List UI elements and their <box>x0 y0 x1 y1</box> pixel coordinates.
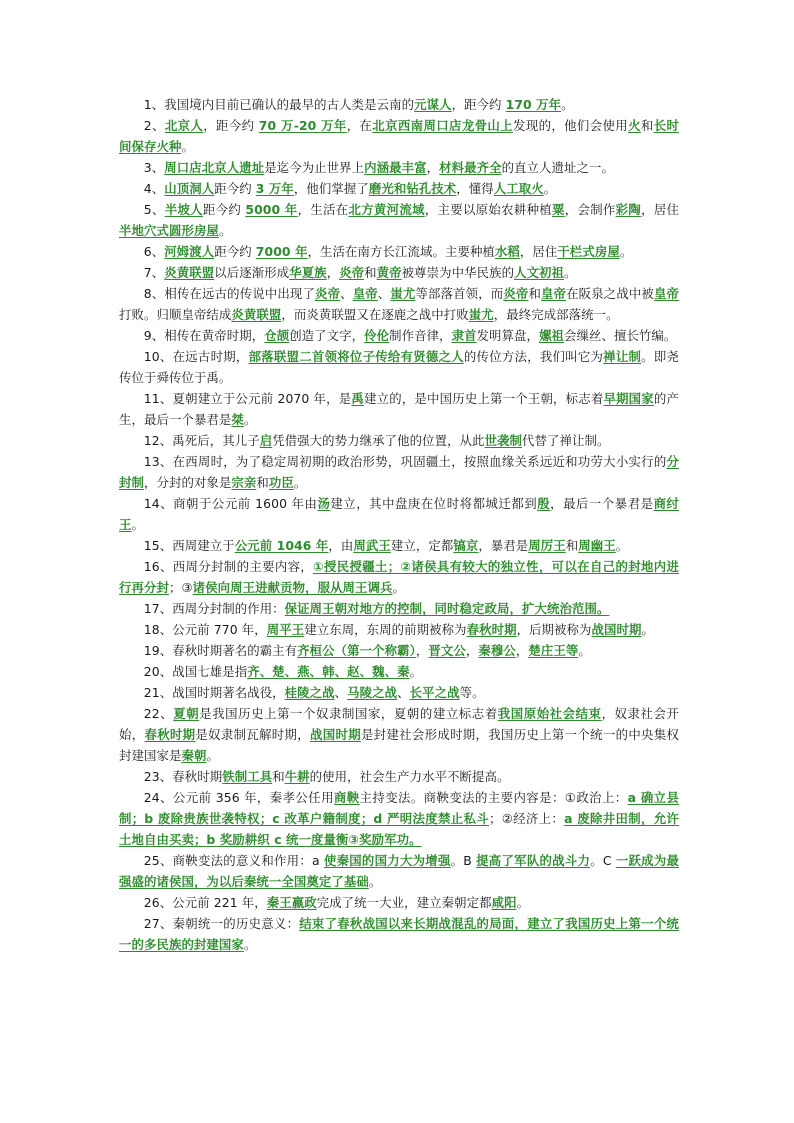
highlighted-term: 宗亲 <box>231 475 257 490</box>
highlighted-term: 北方黄河流域 <box>348 202 425 217</box>
highlighted-term: 蚩尤 <box>468 307 494 322</box>
highlighted-term: 商鞅 <box>333 790 360 805</box>
text-segment: 代替了禅让制。 <box>522 433 610 448</box>
highlighted-term: 商纣王 <box>119 496 679 532</box>
text-segment: 主持变法。商鞅变法的主要内容是：①政治上： <box>359 790 628 805</box>
highlighted-term: 马陵之战 <box>347 685 398 700</box>
text-segment: 创造了文字， <box>289 328 365 343</box>
list-item <box>119 535 679 556</box>
highlighted-term: 秦朝 <box>181 748 207 763</box>
highlighted-term: 5000 年 <box>245 202 298 217</box>
text-segment: 6、 <box>143 244 165 259</box>
highlighted-term: 炎帝 <box>315 286 341 301</box>
text-segment: 、 <box>377 286 391 301</box>
highlighted-term: 功臣 <box>268 475 294 490</box>
highlighted-term: 彩陶 <box>615 202 642 217</box>
highlighted-term: 周平王 <box>266 622 305 637</box>
text-segment: 21、战国时期著名战役， <box>143 685 285 700</box>
text-segment: ，主要以原始农耕种植 <box>424 202 553 217</box>
text-segment: 13、在西周时，为了稳定周初期的政治形势，巩固疆土，按照血缘关系远近和功劳大小实行的 <box>143 454 667 469</box>
text-segment: 。 <box>561 97 574 112</box>
highlighted-term: 保证周王朝对地方的控制，同时稳定政局，扩大统治范围。 <box>284 601 610 616</box>
highlighted-term: 镐京 <box>453 538 479 553</box>
text-segment: 。 <box>619 244 633 259</box>
highlighted-term: 齐、楚、燕、韩、赵、魏、秦 <box>247 664 410 679</box>
text-segment: ， <box>515 643 529 658</box>
text-segment: 发现的，他们会使用 <box>512 118 629 133</box>
text-segment: ，生活在 <box>297 202 349 217</box>
text-segment: 是奴隶制瓦解时期， <box>195 727 310 742</box>
text-segment: ，居住 <box>641 202 680 217</box>
text-segment: 距今约 <box>214 244 256 259</box>
text-segment: ，暴君是 <box>478 538 529 553</box>
highlighted-term: a 废除井田制，允许土地自由买卖；b 奖励耕织 c 统一度量衡③奖励军功。 <box>119 811 679 847</box>
text-segment: ， <box>415 643 429 658</box>
text-segment: ，分封的对象是 <box>143 475 232 490</box>
text-segment: 和 <box>528 286 541 301</box>
highlighted-term: 周武王 <box>353 538 391 553</box>
text-segment: 。 <box>409 664 423 679</box>
list-item <box>119 346 679 388</box>
highlighted-term: 皇帝 <box>653 286 680 301</box>
text-segment: 。 <box>641 622 654 637</box>
highlighted-term: 禅让制 <box>603 349 642 364</box>
text-segment: 17、西周分封制的作用： <box>143 601 285 616</box>
list-item <box>119 157 679 178</box>
text-segment: ，距今约 <box>451 97 506 112</box>
list-item <box>119 388 679 430</box>
highlighted-term: 3 万年 <box>255 181 294 196</box>
highlighted-term: 秦穆公 <box>478 643 516 658</box>
text-segment: ；②经济上： <box>488 811 565 826</box>
highlighted-term: 汤 <box>317 496 331 511</box>
text-segment: 、 <box>334 685 348 700</box>
highlighted-term: 70 万-20 万年 <box>258 118 347 133</box>
highlighted-term: 蚩尤 <box>390 286 416 301</box>
highlighted-term: ①授民授疆土；②诸侯具有较大的独立性，可以在自己的封地内进行再分封 <box>119 559 679 595</box>
highlighted-term: 半地穴式圆形房屋 <box>119 223 219 238</box>
text-segment: ， <box>465 643 479 658</box>
highlighted-term: 春秋时期 <box>144 727 196 742</box>
highlighted-term: 铁制工具 <box>222 769 273 784</box>
text-segment: 24、公元前 356 年，秦孝公任用 <box>143 790 334 805</box>
highlighted-term: 分封制 <box>119 454 679 490</box>
list-item <box>119 325 679 346</box>
list-item <box>119 913 679 955</box>
text-segment: 10、在远古时期， <box>143 349 249 364</box>
highlighted-term: 仓颉 <box>264 328 290 343</box>
highlighted-term: 世袭制 <box>484 433 523 448</box>
highlighted-term: 170 万年 <box>505 97 562 112</box>
highlighted-term: 水稻 <box>494 244 520 259</box>
highlighted-term: 内涵最丰富 <box>364 160 427 175</box>
text-segment: 7、 <box>143 265 165 280</box>
text-segment: 和 <box>256 475 269 490</box>
text-segment: 是我国历史上第一个奴隶制国家，夏朝的建立标志着 <box>199 706 498 721</box>
text-segment: 19、春秋时期著名的霸主有 <box>143 643 298 658</box>
text-segment: 。 <box>243 412 257 427</box>
list-item <box>119 766 679 787</box>
text-segment: 等。 <box>459 685 485 700</box>
text-segment: ，而炎黄联盟又在逐鹿之战中打败 <box>281 307 469 322</box>
highlighted-term: 楚庄王等 <box>528 643 579 658</box>
highlighted-term: 北京西南周口店龙骨山上 <box>372 118 513 133</box>
text-segment: 。 <box>131 517 144 532</box>
text-segment: 和 <box>364 265 377 280</box>
highlighted-term: 皇帝 <box>352 286 378 301</box>
text-segment: 建立，定都 <box>390 538 454 553</box>
list-item <box>119 262 679 283</box>
text-segment: ，距今约 <box>203 118 259 133</box>
text-segment: 23、春秋时期 <box>143 769 223 784</box>
list-item <box>119 682 679 703</box>
text-segment: 被尊崇为中华民族的 <box>401 265 515 280</box>
highlighted-term: 人工取火 <box>493 181 544 196</box>
text-segment: 的使用，社会生产力水平不断提高。 <box>309 769 510 784</box>
highlighted-term: 公元前 1046 年 <box>234 538 329 553</box>
text-segment: ，居住 <box>519 244 558 259</box>
highlighted-term: 秦王嬴政 <box>266 895 317 910</box>
highlighted-term: 炎帝 <box>503 286 529 301</box>
text-segment: 距今约 <box>202 202 246 217</box>
text-segment: 15、西周建立于 <box>143 538 235 553</box>
text-segment: 是迄今为止世界上 <box>264 160 365 175</box>
highlighted-term: 夏朝 <box>173 706 200 721</box>
text-segment: 完成了统一大业，建立秦朝定都 <box>316 895 492 910</box>
list-item <box>119 787 679 850</box>
highlighted-term: 部落联盟二首领将位子传给有贤德之人 <box>248 349 464 364</box>
text-segment: 、 <box>397 685 410 700</box>
highlighted-term: 材料最齐全 <box>439 160 502 175</box>
text-segment: 、 <box>340 286 353 301</box>
highlighted-term: 磨光和钻孔技术 <box>368 181 457 196</box>
text-segment: 20、战国七雄是指 <box>143 664 248 679</box>
list-item <box>119 493 679 535</box>
highlighted-term: 殷 <box>537 496 551 511</box>
text-segment: 发明算盘， <box>476 328 540 343</box>
highlighted-term: 元谋人 <box>414 97 452 112</box>
text-segment: 制作音律， <box>389 328 452 343</box>
text-segment: ，后期被称为 <box>516 622 592 637</box>
list-item <box>119 850 679 892</box>
highlighted-term: 人文初祖 <box>514 265 565 280</box>
text-segment: ，最终完成部落统一。 <box>493 307 619 322</box>
list-item <box>119 451 679 493</box>
text-segment: 1、我国境内目前已确认的最早的古人类是云南的 <box>143 97 415 112</box>
text-segment: 。 <box>543 181 557 196</box>
highlighted-term: 使秦国的国力大为增强 <box>323 853 451 868</box>
list-item <box>119 115 679 157</box>
highlighted-term: 山顶洞人 <box>164 181 215 196</box>
highlighted-term: 黄帝 <box>376 265 402 280</box>
document-body <box>119 94 679 955</box>
text-segment: 等部落首领，而 <box>415 286 504 301</box>
highlighted-term: 春秋时期 <box>466 622 517 637</box>
text-segment: 。C <box>590 853 616 868</box>
list-item <box>119 703 679 766</box>
text-segment: 25、商鞅变法的意义和作用：a <box>143 853 324 868</box>
text-segment: 5、 <box>143 202 165 217</box>
text-segment: 。B <box>450 853 477 868</box>
text-segment: 。即尧传位于舜传位于禹。 <box>119 349 679 385</box>
text-segment: ，他们掌握了 <box>293 181 369 196</box>
highlighted-term: 禹 <box>351 391 364 406</box>
list-item <box>119 619 679 640</box>
highlighted-term: 结束了春秋战国以来长期战混乱的局面，建立了我国历史上第一个统一的多民族的封建国家 <box>119 916 679 952</box>
text-segment: 。 <box>293 475 307 490</box>
highlighted-term: 隶首 <box>451 328 477 343</box>
highlighted-term: 嫘祖 <box>539 328 564 343</box>
list-item <box>119 892 679 913</box>
list-item <box>119 199 679 241</box>
text-segment: 26、公元前 221 年， <box>143 895 267 910</box>
highlighted-term: 牛耕 <box>284 769 310 784</box>
text-segment: 9、相传在黄帝时期， <box>143 328 265 343</box>
text-segment: 。 <box>392 580 406 595</box>
list-item <box>119 94 679 115</box>
highlighted-term: 皇帝 <box>541 286 567 301</box>
highlighted-term: 桀 <box>231 412 244 427</box>
list-item <box>119 640 679 661</box>
highlighted-term: 周口店北京人遗址 <box>164 160 265 175</box>
text-segment: 2、 <box>143 118 165 133</box>
text-segment: 。 <box>206 748 219 763</box>
text-segment: 建立东周，东周的前期被称为 <box>304 622 467 637</box>
text-segment: 。 <box>181 139 194 154</box>
highlighted-term: 炎黄联盟 <box>231 307 282 322</box>
text-segment: ；③ <box>168 580 193 595</box>
text-segment: 。 <box>615 538 629 553</box>
text-segment: 建立，其中盘庚在位时将都城迁都到 <box>330 496 538 511</box>
highlighted-term: a 确立县制；b 废除贵族世袭特权；c 改革户籍制度；d 严明法度禁止私斗 <box>119 790 679 826</box>
text-segment: ，由 <box>328 538 354 553</box>
highlighted-term: 干栏式房屋 <box>557 244 620 259</box>
highlighted-term: 提高了军队的战斗力 <box>476 853 591 868</box>
highlighted-term: 河姆渡人 <box>164 244 215 259</box>
highlighted-term: 炎帝 <box>339 265 365 280</box>
text-segment: 和 <box>272 769 285 784</box>
text-segment: 27、秦朝统一的历史意义： <box>143 916 300 931</box>
text-segment: 22、 <box>143 706 174 721</box>
highlighted-term: 齐桓公（第一个称霸） <box>297 643 416 658</box>
highlighted-term: 北京人 <box>164 118 204 133</box>
text-segment: 的直立人遗址之一。 <box>501 160 614 175</box>
highlighted-term: 晋文公 <box>428 643 466 658</box>
text-segment: 18、公元前 770 年， <box>143 622 267 637</box>
text-segment: 建立的，是中国历史上第一个王朝，标志着 <box>363 391 604 406</box>
highlighted-term: 桂陵之战 <box>284 685 335 700</box>
list-item <box>119 178 679 199</box>
text-segment: 。 <box>516 895 530 910</box>
highlighted-term: 长时间保存火种 <box>119 118 679 154</box>
list-item <box>119 556 679 598</box>
highlighted-term: 长平之战 <box>409 685 460 700</box>
highlighted-term: 炎黄联盟 <box>164 265 215 280</box>
text-segment: ，会制作 <box>564 202 616 217</box>
text-segment: 打败。归顺皇帝结成 <box>119 307 232 322</box>
text-segment: ， <box>426 160 440 175</box>
highlighted-term: 华夏族 <box>289 265 327 280</box>
highlighted-term: 粟 <box>552 202 565 217</box>
text-segment: 是封建社会形成时期，我国历史上第一个统一的中央集权封建国家是 <box>119 727 680 763</box>
highlighted-term: 周厉王 <box>528 538 566 553</box>
text-segment: 会缫丝、擅长竹编。 <box>564 328 677 343</box>
highlighted-term: 早期国家 <box>603 391 654 406</box>
text-segment: ， <box>326 265 340 280</box>
highlighted-term: 咸阳 <box>491 895 517 910</box>
highlighted-term: 诸侯向周王进献贡物，服从周王调兵 <box>192 580 393 595</box>
text-segment: 距今约 <box>214 181 256 196</box>
highlighted-term: 火 <box>628 118 641 133</box>
text-segment: 8、相传在远古的传说中出现了 <box>143 286 316 301</box>
text-segment: 。 <box>243 937 257 952</box>
text-segment: 14、商朝于公元前 1600 年由 <box>143 496 318 511</box>
list-item <box>119 598 679 619</box>
highlighted-term: 战国时期 <box>591 622 642 637</box>
text-segment: ，生活在南方长江流域。主要种植 <box>307 244 495 259</box>
text-segment: 11、夏朝建立于公元前 2070 年，是 <box>143 391 352 406</box>
highlighted-term: 伶伦 <box>364 328 390 343</box>
highlighted-term: 启 <box>259 433 273 448</box>
text-segment: 16、西周分封制的主要内容， <box>143 559 314 574</box>
text-segment: 和 <box>565 538 579 553</box>
text-segment: 。 <box>578 643 591 658</box>
text-segment: ，奴隶社会开始， <box>119 706 679 742</box>
highlighted-term: 战国时期 <box>310 727 361 742</box>
text-segment: 凭借强大的势力继承了他的位置，从此 <box>272 433 485 448</box>
text-segment: 12、禹死后，其儿子 <box>143 433 260 448</box>
text-segment: 4、 <box>143 181 165 196</box>
highlighted-term: 半坡人 <box>164 202 203 217</box>
text-segment: 3、 <box>143 160 165 175</box>
text-segment: 在阪泉之战中被 <box>566 286 654 301</box>
text-segment: 。 <box>368 874 382 889</box>
highlighted-term: 一跃成为最强盛的诸侯国，为以后秦统一全国奠定了基础 <box>119 853 680 889</box>
list-item <box>119 430 679 451</box>
highlighted-term: 周幽王 <box>578 538 616 553</box>
highlighted-term: 7000 年 <box>255 244 308 259</box>
list-item <box>119 241 679 262</box>
list-item <box>119 661 679 682</box>
text-segment: 和 <box>640 118 654 133</box>
text-segment: 的产生，最后一个暴君是 <box>119 391 679 427</box>
text-segment: ，在 <box>346 118 373 133</box>
text-segment: 。 <box>218 223 232 238</box>
text-segment: 以后逐渐形成 <box>214 265 290 280</box>
list-item <box>119 283 679 325</box>
text-segment: ，懂得 <box>456 181 494 196</box>
highlighted-term: 我国原始社会结束 <box>497 706 602 721</box>
text-segment: 的传位方法，我们叫它为 <box>463 349 604 364</box>
text-segment: ，最后一个暴君是 <box>550 496 654 511</box>
text-segment: 。 <box>564 265 577 280</box>
